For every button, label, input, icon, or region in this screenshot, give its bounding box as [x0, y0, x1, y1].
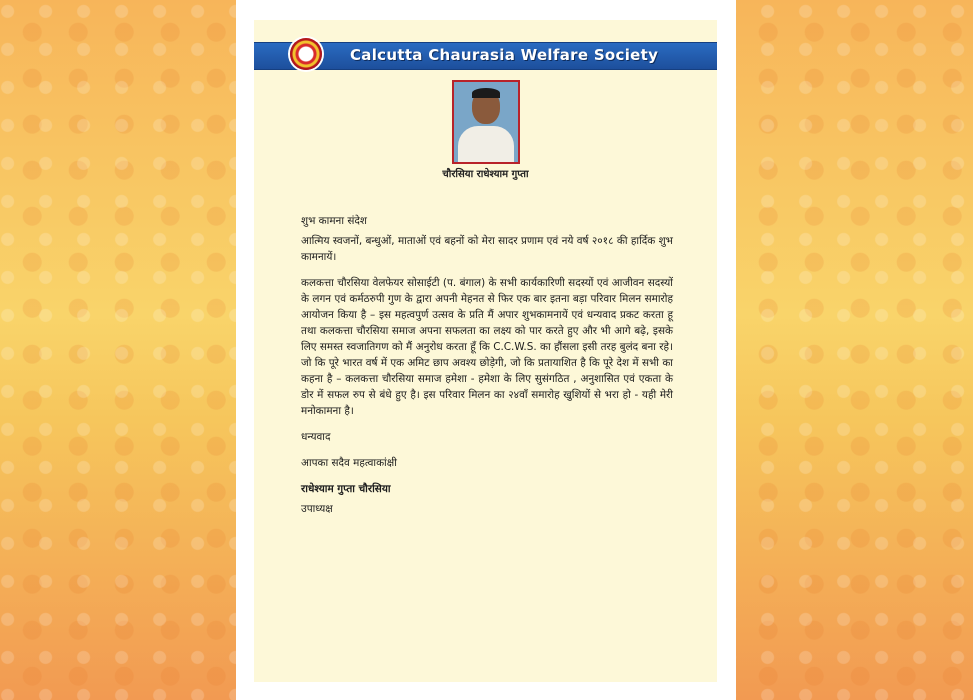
profile-photo — [452, 80, 520, 164]
society-logo-icon — [290, 38, 322, 70]
page — [236, 0, 736, 700]
message-paragraph: कलकत्ता चौरसिया वेलफेयर सोसाईटी (प. बंगाल) के सभी कार्यकारिणी सदस्यों एवं आजीवन सदस्यों के लगन एवं कर्मठरुपी गुण के द्वारा अपनी मेहनत से फिर एक बार इतना बड़ा परिवार मिलन समारोह आयोजन किया है – इस महत्वपुर्ण उत्सव के प्रति मैं अपार शुभकामनायें एवं धन्यवाद प्रकट करता हू तथा कलकत्ता चौरसिया समाज अपना सफलता का लक्ष्य को पार करते हुए और भी आगे बढ़े, इसके लिए समस्त स्वजातिगण को मैं अनुरोध करता हूँ कि C.C.W.S. का हौंसला इसी तरह बुलंद बना रहे। जो कि पूरे भारत वर्ष में एक अमिट छाप अवश्य छोड़ेगी, जो कि प्रतायाशित है कि पूरे देश में सभी का कहना है – कलकत्ता चौरसिया समाज हमेशा - हमेशा के लिए सुसंगठित , अनुशासित एवं एकता के डोर में सफल रुप से बंधे हुए है। इस परिवार मिलन का २४वाँ समारोह खुशियों से भरा हो - यही मेरी मनोकामना है। — [301, 277, 673, 417]
message-closing: आपका सदैव महत्वाकांक्षी — [301, 457, 397, 469]
signature-name: राधेश्याम गुप्ता चौरसिया — [301, 483, 391, 495]
message-greeting: आत्मिय स्वजनों, बन्धुओं, माताओं एवं बहनों को मेरा सादर प्रणाम एवं नये वर्ष २०१८ की हार्दिक शुभ कामनायें। — [301, 235, 673, 263]
message-heading: शुभ कामना संदेश — [301, 215, 367, 227]
message-thanks: धन्यवाद — [301, 431, 331, 443]
photo-hair — [472, 88, 500, 98]
org-name: Calcutta Chaurasia Welfare Society — [350, 46, 659, 64]
message-body — [301, 213, 673, 521]
photo-caption: चौरसिया राधेश्याम गुप्ता — [442, 169, 529, 180]
photo-shirt — [458, 126, 514, 164]
document-sheet — [254, 20, 717, 682]
signature-title: उपाध्यक्ष — [301, 503, 333, 515]
